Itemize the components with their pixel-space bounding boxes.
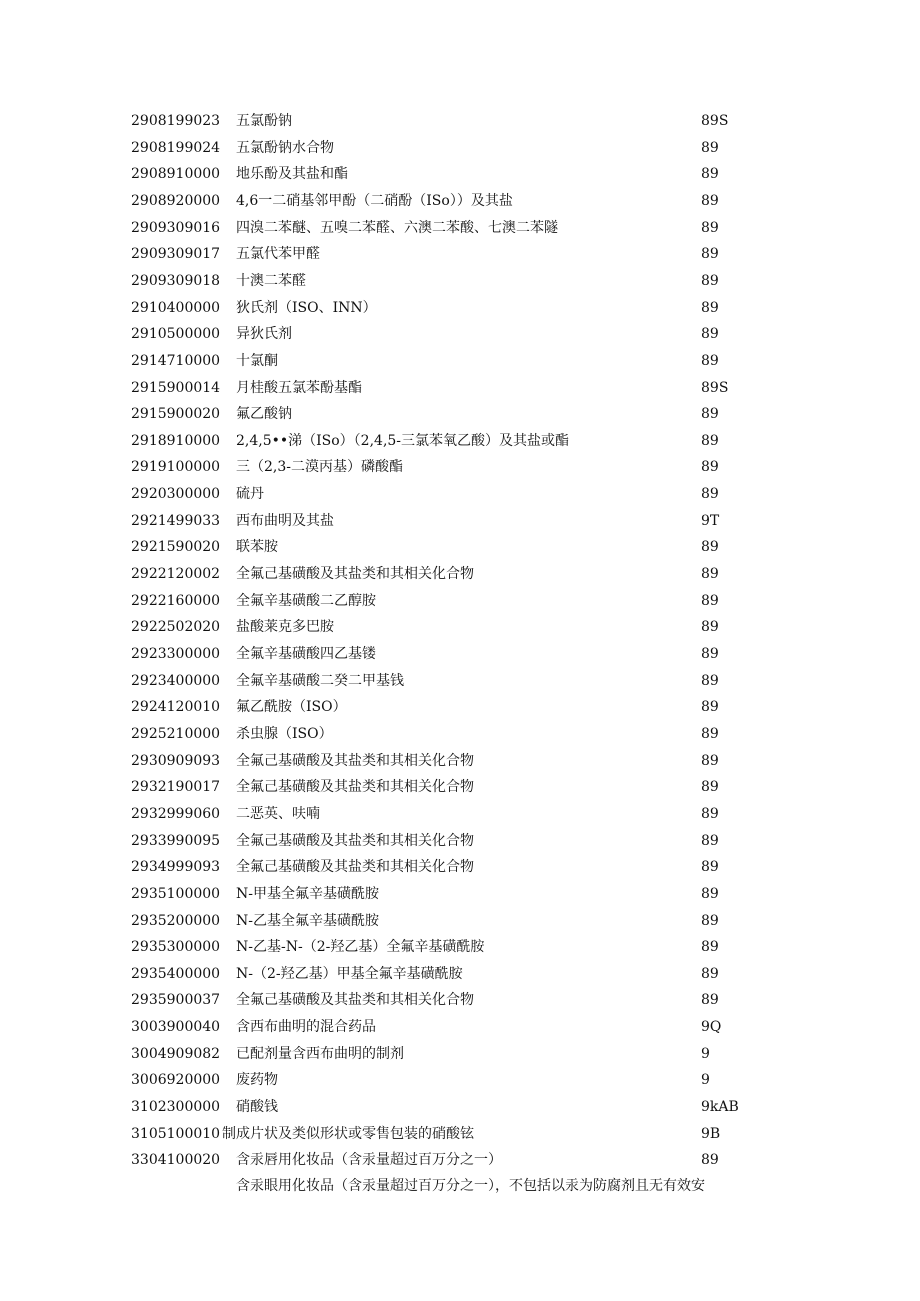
control-code: 89: [701, 352, 719, 369]
control-code: 89: [701, 885, 719, 902]
commodity-code: 2935200000: [131, 912, 221, 929]
control-code: 89: [701, 219, 719, 236]
control-code: 89: [701, 432, 719, 449]
commodity-name: 地乐酚及其盐和酯: [236, 166, 348, 183]
commodity-name: 五氯酚钠: [236, 113, 292, 129]
commodity-code: 2908910000: [131, 166, 221, 183]
control-code: 89: [701, 486, 719, 503]
control-code: 89: [701, 326, 719, 343]
commodity-name: 含西布曲明的混合药品: [236, 1019, 376, 1036]
commodity-code: 2924120010: [131, 699, 221, 716]
table-row: [0, 801, 920, 827]
commodity-code: 2934999093: [131, 859, 221, 876]
control-code: 89: [701, 832, 719, 849]
commodity-name: 氟乙酰胺（ISO）: [236, 699, 347, 716]
commodity-code: 2923400000: [131, 672, 221, 689]
commodity-name: 已配剂量含西布曲明的制剂: [236, 1045, 404, 1062]
control-code: 89: [701, 752, 719, 769]
commodity-code: 2935400000: [131, 965, 221, 982]
commodity-code: 2930909093: [131, 752, 221, 769]
control-code: 89: [701, 939, 719, 956]
table-row: [0, 614, 920, 640]
commodity-code: 2935100000: [131, 885, 221, 902]
table-row: [0, 348, 920, 374]
commodity-code: 2909309017: [131, 246, 221, 263]
control-code: 89: [701, 805, 719, 822]
table-row: [0, 987, 920, 1013]
table-row: [0, 1094, 920, 1120]
control-code: 89: [701, 406, 719, 423]
table-row: [0, 934, 920, 960]
table-row: [0, 161, 920, 187]
table-row: [0, 641, 920, 667]
commodity-code: 2910500000: [131, 326, 221, 343]
commodity-name: 五氯酚钠水合物: [236, 139, 334, 156]
control-code: 89: [701, 566, 719, 583]
table-row: [0, 774, 920, 800]
table-row: [0, 961, 920, 987]
commodity-name: 含汞唇用化妆品（含汞量超过百万分之一）: [236, 1152, 502, 1169]
table-row: [0, 1014, 920, 1040]
commodity-code: 2914710000: [131, 352, 221, 369]
table-row: [0, 881, 920, 907]
commodity-code: 3003900040: [131, 1019, 221, 1036]
commodity-name: 硝酸钱: [236, 1099, 278, 1116]
commodity-name: 废药物: [236, 1072, 278, 1089]
commodity-name: 西布曲明及其盐: [236, 512, 334, 529]
commodity-name: 氟乙酸钠: [236, 406, 292, 423]
commodity-name: 联苯胺: [236, 539, 278, 556]
commodity-code: 3105100010: [131, 1125, 221, 1142]
table-row: [0, 1121, 920, 1147]
commodity-code: 2922120002: [131, 566, 221, 583]
table-row: [0, 668, 920, 694]
control-code: 9: [701, 1072, 710, 1089]
table-row: [0, 188, 920, 214]
commodity-name: 十澳二苯醛: [236, 272, 306, 289]
commodity-code: 2935900037: [131, 992, 221, 1009]
commodity-code: 2925210000: [131, 725, 221, 742]
control-code: 89: [701, 699, 719, 716]
commodity-name: 硫丹: [236, 486, 264, 503]
control-code: 89: [701, 246, 719, 263]
table-row: [0, 828, 920, 854]
table-row: [0, 135, 920, 161]
commodity-code: 2908920000: [131, 192, 221, 209]
commodity-code: 3006920000: [131, 1072, 221, 1089]
table-row: [0, 748, 920, 774]
commodity-name: 十氯酮: [236, 352, 278, 369]
commodity-code: 2932999060: [131, 805, 221, 822]
control-code: 89: [701, 779, 719, 796]
control-code: 89: [701, 459, 719, 476]
commodity-name: N-甲基全氟辛基磺酰胺: [236, 885, 379, 902]
commodity-code: 2922502020: [131, 619, 221, 636]
commodity-code: 2909309018: [131, 272, 221, 289]
table-row: [0, 454, 920, 480]
control-code: 89: [701, 139, 719, 156]
control-code: 89: [701, 965, 719, 982]
commodity-code: 2910400000: [131, 299, 221, 316]
commodity-code: 3004909082: [131, 1045, 221, 1062]
table-row: [0, 215, 920, 241]
commodity-name: 盐酸莱克多巴胺: [236, 619, 334, 636]
table-row: [0, 908, 920, 934]
control-code: 89: [701, 539, 719, 556]
table-row: [0, 1067, 920, 1093]
trailing-text-line: 含汞眼用化妆品（含汞量超过百万分之一），不包括以汞为防腐剂且无有效安: [236, 1178, 705, 1194]
table-row: [0, 241, 920, 267]
commodity-name: N-乙基全氟辛基磺酰胺: [236, 912, 379, 929]
control-code: 89: [701, 166, 719, 183]
control-code: 9: [701, 1045, 710, 1062]
commodity-name: 二恶英、呋喃: [236, 805, 320, 822]
control-code: 89: [701, 725, 719, 742]
control-code: 9B: [701, 1125, 721, 1142]
commodity-name: N-乙基-N-（2-羟乙基）全氟辛基磺酰胺: [236, 939, 485, 956]
commodity-code: 3304100020: [131, 1152, 221, 1169]
control-code: 89: [701, 592, 719, 609]
control-code: 9T: [701, 512, 720, 529]
commodity-name: 全氟己基磺酸及其盐类和其相关化合物: [236, 752, 474, 769]
commodity-name: 五氯代苯甲醛: [236, 246, 320, 263]
table-row: [0, 561, 920, 587]
table-row: [0, 428, 920, 454]
table-row: [0, 295, 920, 321]
table-row: [0, 508, 920, 534]
commodity-name: 月桂酸五氯苯酚基酯: [236, 379, 362, 396]
table-row: [0, 481, 920, 507]
commodity-code: 2921499033: [131, 512, 221, 529]
commodity-name: 全氟己基磺酸及其盐类和其相关化合物: [236, 859, 474, 876]
commodity-code: 3102300000: [131, 1099, 221, 1116]
table-row: [0, 268, 920, 294]
commodity-code: 2918910000: [131, 432, 221, 449]
commodity-name: 四溴二苯醚、五嗅二苯醛、六澳二苯酸、七澳二苯隧: [236, 219, 558, 236]
control-code: 89S: [701, 113, 729, 129]
control-code: 89: [701, 1152, 719, 1169]
control-code: 89: [701, 672, 719, 689]
control-code: 89: [701, 912, 719, 929]
commodity-name: 三（2,3-二漠丙基）磷酸酯: [236, 459, 403, 476]
commodity-name: 全氟辛基磺酸二乙醇胺: [236, 592, 376, 609]
commodity-code: 2922160000: [131, 592, 221, 609]
commodity-code: 2920300000: [131, 486, 221, 503]
table-row: [0, 534, 920, 560]
commodity-name: 全氟辛基磺酸二癸二甲基钱: [236, 672, 404, 689]
commodity-code: 2919100000: [131, 459, 221, 476]
commodity-code: 2923300000: [131, 646, 221, 662]
control-code: 89S: [701, 379, 729, 396]
table-row: [0, 375, 920, 401]
commodity-code: 2908199023: [131, 113, 221, 129]
commodity-code: 2932190017: [131, 779, 221, 796]
commodity-name: 全氟己基磺酸及其盐类和其相关化合物: [236, 566, 474, 583]
commodity-name: 狄氏剂（ISO、INN）: [236, 299, 377, 316]
table-row: [0, 694, 920, 720]
table-row: [0, 721, 920, 747]
commodity-name: 全氟己基磺酸及其盐类和其相关化合物: [236, 832, 474, 849]
commodity-name: 2,4,5••涕（ISo）（2,4,5-三氯苯氧乙酸）及其盐或酯: [236, 432, 570, 449]
table-row: [0, 401, 920, 427]
table-row: [0, 588, 920, 614]
commodity-code: 2915900020: [131, 406, 221, 423]
commodity-name: 全氟己基磺酸及其盐类和其相关化合物: [236, 992, 474, 1009]
control-code: 89: [701, 646, 719, 662]
control-code: 89: [701, 272, 719, 289]
table-row: [0, 1041, 920, 1067]
commodity-name: 全氟己基磺酸及其盐类和其相关化合物: [236, 779, 474, 796]
control-code: 9kAB: [701, 1099, 739, 1116]
table-row: [0, 108, 920, 134]
control-code: 89: [701, 859, 719, 876]
commodity-code: 2921590020: [131, 539, 221, 556]
commodity-code: 2915900014: [131, 379, 221, 396]
control-code: 9Q: [701, 1019, 722, 1036]
control-code: 89: [701, 192, 719, 209]
commodity-name: 全氟辛基磺酸四乙基镂: [236, 646, 376, 662]
commodity-code: 2909309016: [131, 219, 221, 236]
commodity-name: 杀虫腺（ISO）: [236, 725, 333, 742]
commodity-code: 2935300000: [131, 939, 221, 956]
commodity-code: 2908199024: [131, 139, 221, 156]
table-row: [0, 854, 920, 880]
control-code: 89: [701, 299, 719, 316]
table-row: [0, 321, 920, 347]
control-code: 89: [701, 619, 719, 636]
commodity-name: N-（2-羟乙基）甲基全氟辛基磺酰胺: [236, 965, 463, 982]
commodity-name: 制成片状及类似形状或零售包装的硝酸铉: [222, 1125, 474, 1142]
commodity-code: 2933990095: [131, 832, 221, 849]
control-code: 89: [701, 992, 719, 1009]
commodity-name: 4,6一二硝基邻甲酚（二硝酚（ISo））及其盐: [236, 192, 513, 209]
commodity-name: 异狄氏剂: [236, 326, 292, 343]
table-row: [0, 1147, 920, 1173]
